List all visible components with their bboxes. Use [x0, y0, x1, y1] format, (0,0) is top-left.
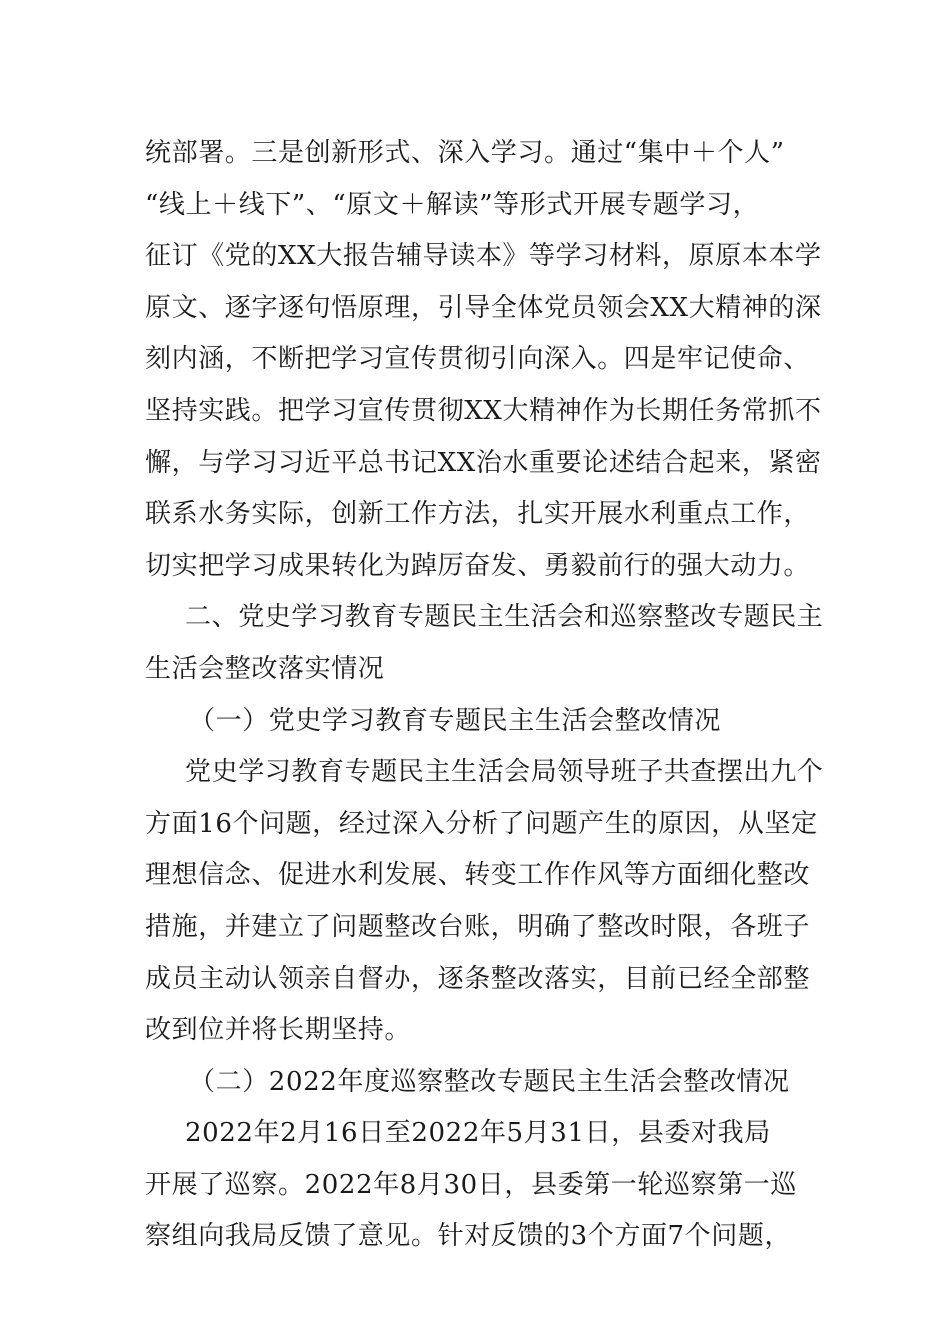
- section-heading: 二、党史学习教育专题民主生活会和巡察整改专题民主: [185, 602, 824, 633]
- text-line: 开展了巡察。2022年8月30日，县委第一轮巡察第一巡: [145, 1169, 797, 1200]
- text-line: 统部署。三是创新形式、深入学习。通过“集中＋个人”: [145, 138, 785, 168]
- text-line: 原文、逐字逐句悟原理，引导全体党员领会XX大精神的深: [145, 292, 822, 323]
- subsection-heading: （一）党史学习教育专题民主生活会整改情况: [189, 705, 722, 736]
- text-line: 懈，与学习习近平总书记XX治水重要论述结合起来，紧密: [145, 447, 822, 478]
- text-line: 改到位并将长期坚持。: [145, 1015, 412, 1046]
- section-heading-continued: 生活会整改落实情况: [145, 653, 385, 684]
- document-body: [145, 128, 824, 1263]
- text-line: “线上＋线下”、“原文＋解读”等形式开展专题学习，: [145, 189, 760, 220]
- text-line: 坚持实践。把学习宣传贯彻XX大精神作为长期任务常抓不: [145, 395, 822, 426]
- subsection-heading: （二）2022年度巡察整改专题民主生活会整改情况: [189, 1066, 790, 1097]
- text-line: 2022年2月16日至2022年5月31日，县委对我局: [185, 1118, 771, 1149]
- text-line: 征订《党的XX大报告辅导读本》等学习材料，原原本本学: [145, 241, 822, 272]
- text-line: 党史学习教育专题民主生活会局领导班子共查摆出九个: [185, 757, 824, 788]
- text-line: 措施，并建立了问题整改台账，明确了整改时限，各班子: [145, 911, 811, 942]
- text-line: 成员主动认领亲自督办，逐条整改落实，目前已经全部整: [145, 963, 811, 994]
- text-line: 联系水务实际，创新工作方法，扎实开展水利重点工作，: [145, 499, 811, 530]
- text-line: 方面16个问题，经过深入分析了问题产生的原因，从坚定: [145, 808, 818, 839]
- text-line: 理想信念、促进水利发展、转变工作作风等方面细化整改: [145, 860, 811, 891]
- text-line: 刻内涵，不断把学习宣传贯彻引向深入。四是牢记使命、: [145, 344, 811, 375]
- text-line: 切实把学习成果转化为踔厉奋发、勇毅前行的强大动力。: [145, 550, 811, 581]
- text-line: 察组向我局反馈了意见。针对反馈的3个方面7个问题，: [145, 1221, 792, 1252]
